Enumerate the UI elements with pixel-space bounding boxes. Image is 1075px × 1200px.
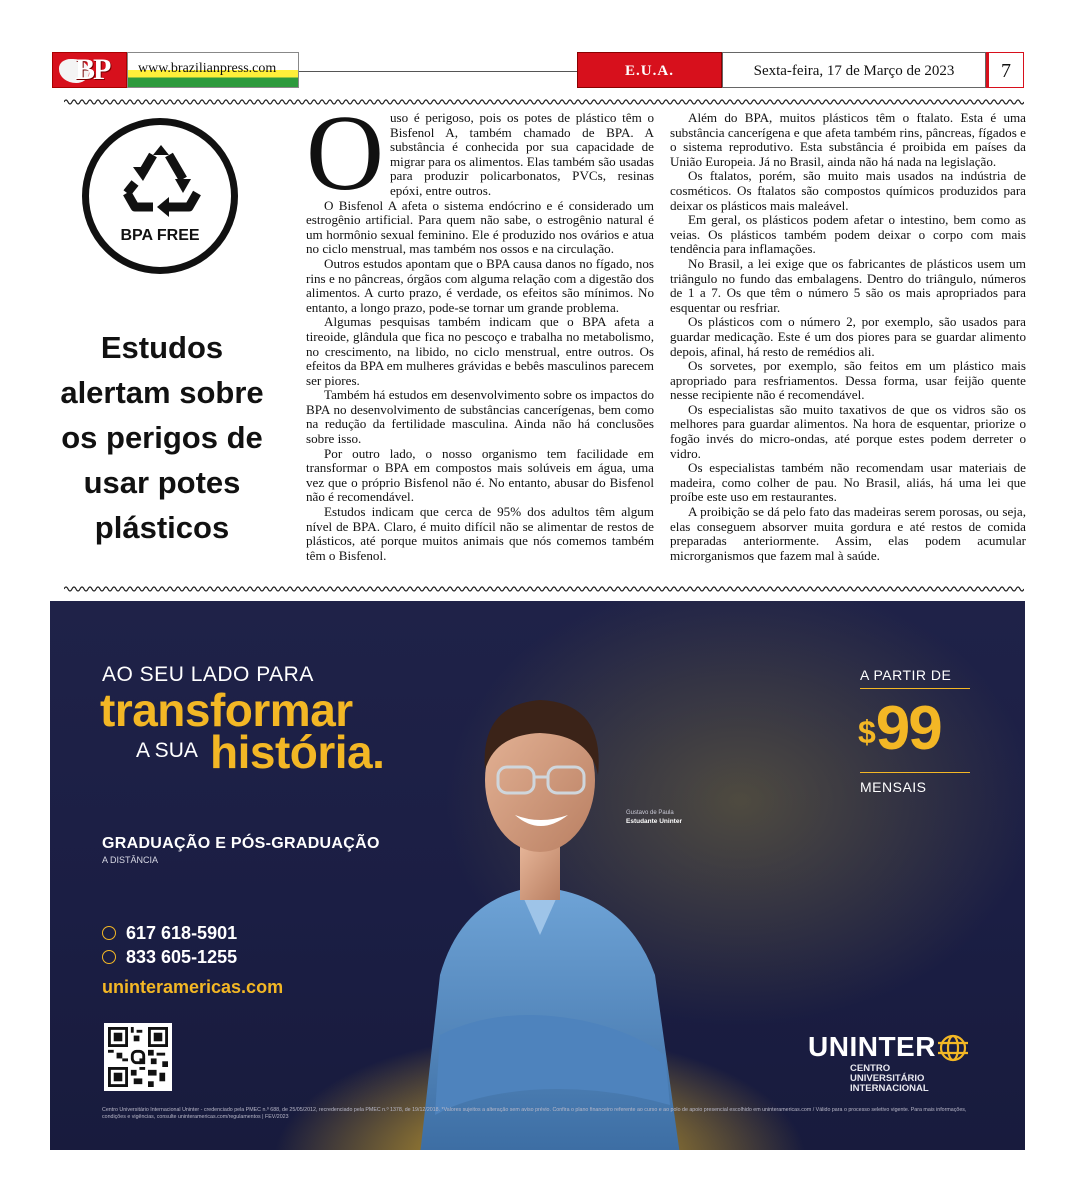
issue-date: Sexta-feira, 17 de Março de 2023 <box>722 52 986 88</box>
article-paragraph: O Bisfenol A afeta o sistema endócrino e é considerado um estrogênio artificial. Para quem não sabe, o estrogênio natural é um hormônio sexual feminino. Ele é produzido nos ovários e atua no ciclo menstrual, mas também nos ossos e na circulação. <box>306 197 654 257</box>
article-paragraph: Estudos indicam que cerca de 95% dos adultos têm algum nível de BPA. Claro, é muito difícil não se alimentar de restos de plásticos, até porque muitos animais que nós comemos também têm o Bisfenol. <box>306 504 654 563</box>
section-label: E.U.A. <box>577 52 722 88</box>
ad-price-currency: $ <box>858 714 876 750</box>
article-paragraph: Os especialistas também não recomendam usar materiais de madeira, como colher de pau. No Brasil, aliás, há uma lei que proíbe este uso em restaurantes. <box>670 460 1026 505</box>
ad-phone-1-number[interactable]: 617 618-5901 <box>126 923 238 943</box>
ad-price-rule-top <box>860 688 970 689</box>
article-paragraph: A proibição se dá pelo fato das madeiras serem porosas, ou seja, elas conseguem absorver muita gordura e até restos de comida preparadas anteriormente. Assim, elas podem acumular microrganismos que fazem mal à saúde. <box>670 504 1026 563</box>
ad-fine-print: Centro Universitário Internacional Uninter - credenciado pela PMEC n.º 688, de 25/05/2012, recredenciado pela PMEC n.º 1378, de 19/12/2018. *Valores sujeitos a alteração sem aviso prévio. Confira o plano financeiro referente ao curso e ao polo de apoio presencial escolhido em uninteramericas.com / Válido para o processo seletivo vigente. Para mais informações, condições e vigências, consulte uninteramericas.com/regulamentos | FEV/2023 <box>102 1107 967 1120</box>
ad-tagline-line-1: AO SEU LADO PARA <box>102 663 314 686</box>
ad-price-rule-bottom <box>860 772 970 773</box>
website-url-box[interactable] <box>127 52 299 88</box>
brazilian-press-logo[interactable] <box>52 52 127 88</box>
bottom-wavy-divider <box>64 585 1024 593</box>
article-paragraph: Em geral, os plásticos podem afetar o intestino, bem como as veias. Os plásticos também podem deixar o corpo com mais tendência para inflamações. <box>670 212 1026 257</box>
recycle-icon <box>113 141 209 225</box>
ad-price-prefix: A PARTIR DE <box>860 667 952 683</box>
article-paragraph: Os sorvetes, por exemplo, são feitos em um plástico mais apropriado para resfriamentos. Dessa forma, usar feijão quente nesse recipiente não é recomendável. <box>670 358 1026 403</box>
article-paragraph: uso é perigoso, pois os potes de plástico têm o Bisfenol A, também chamado de BPA. A substância é conhecida por sua capacidade de migrar para os alimentos. Elas também são usadas para produzir policarbonatos, PVCs, resinas epóxi, entre outros. <box>390 110 654 198</box>
page-number: 7 <box>986 52 1024 88</box>
article-paragraph: Por outro lado, o nosso organismo tem facilidade em transformar o BPA em compostos mais solúveis em água, uma vez que o próprio Bisfenol não é. No entanto, abusar do Bisfenol não é recomendável. <box>306 445 654 505</box>
student-photo <box>380 675 700 1150</box>
ad-model-name: Gustavo de Paula <box>626 810 674 816</box>
qr-code-icon <box>108 1027 168 1087</box>
ad-website-link[interactable]: uninteramericas.com <box>102 977 284 997</box>
ad-program: GRADUAÇÃO E PÓS-GRADUAÇÃO <box>102 835 380 852</box>
bpa-free-badge <box>82 118 238 274</box>
globe-icon <box>936 1033 970 1063</box>
uninter-advertisement[interactable] <box>50 601 1025 1150</box>
ad-price <box>858 693 941 764</box>
article-paragraph: Além do BPA, muitos plásticos têm o ftalato. Esta é uma substância cancerígena e que afeta também rins, pâncreas, fígados e o sistema reprodutivo. Esta substância é proibida em países da União Europeia. Já no Brasil, ainda não há nada na legislação. <box>670 110 1026 169</box>
article-column-1 <box>306 94 654 563</box>
qr-code[interactable] <box>104 1023 172 1091</box>
article-paragraph: Outros estudos apontam que o BPA causa danos no fígado, nos rins e no pâncreas, órgãos com alguma relação com a digestão dos alimentos. A curto prazo, é verdade, os efeitos são mínimos. No entanto, a longo prazo, pode-se tornar um grande problema. <box>306 255 654 315</box>
uninter-logo-subtitle: CENTRO UNIVERSITÁRIO INTERNACIONAL <box>850 1063 929 1094</box>
ad-price-suffix: MENSAIS <box>860 779 927 795</box>
whatsapp-icon <box>102 926 116 940</box>
ad-model-role: Estudante Uninter <box>626 818 682 825</box>
top-wavy-divider <box>64 98 1024 106</box>
website-url[interactable]: www.brazilianpress.com <box>138 61 277 76</box>
article-column-2 <box>670 111 1026 563</box>
uninter-logo-text[interactable]: UNINTER <box>808 1031 936 1062</box>
article-paragraph: Os plásticos com o número 2, por exemplo, são usados para guardar medicação. Este é um dos piores para se guardar alimento depois, afinal, há resto de remédios ali. <box>670 314 1026 359</box>
article-paragraph: Também há estudos em desenvolvimento sobre os impactos do BPA no desenvolvimento de substâncias cancerígenas, bem como na redução da fertilidade masculina. Ainda não há conclusões sobre isso. <box>306 387 654 447</box>
ad-tagline-line-2: transformar <box>100 684 353 736</box>
bpa-free-label: BPA FREE <box>120 227 200 244</box>
logo-text: BP <box>75 53 110 86</box>
article-paragraph: Os especialistas são muito taxativos de que os vidros são os melhores para guardar alimentos. Na hora de esquentar, priorize o fogão invés do micro-ondas, até porque estes podem derreter o vidro. <box>670 401 1026 461</box>
drop-cap: O <box>306 94 384 213</box>
article-paragraph: Algumas pesquisas também indicam que o BPA afeta a tireoide, glândula que fica no pescoço e trabalha no metabolismo, no crescimento, na libido, no ciclo menstrual, entre outros. Os efeitos da BPA em mulheres grávidas e bebês masculinos parecem ser piores. <box>306 314 654 388</box>
ad-modality: A DISTÂNCIA <box>102 855 159 865</box>
article-paragraph: Os ftalatos, porém, são muito mais usados na indústria de cosméticos. Os ftalatos são compostos químicos produzidos para deixar os plásticos mais maleável. <box>670 168 1026 213</box>
header-rule <box>299 71 577 72</box>
ad-phone-2-number[interactable]: 833 605-1255 <box>126 947 238 967</box>
ad-price-value: 99 <box>875 694 941 763</box>
ad-tagline-line-3: A SUA <box>136 739 198 762</box>
phone-icon <box>102 950 116 964</box>
ad-phone-1[interactable] <box>102 923 237 944</box>
article-headline: Estudos alertam sobre os perigos de usar potes plásticos <box>60 330 264 545</box>
ad-phone-2[interactable] <box>102 947 237 968</box>
ad-tagline-line-4: história. <box>210 726 385 778</box>
article-paragraph: No Brasil, a lei exige que os fabricantes de plásticos usem um triângulo no fundo das embalagens. Dentro do triângulo, números de 1 a 7. Os que têm o número 5 são os mais apropriados para esquentar ou resfriar. <box>670 255 1026 315</box>
